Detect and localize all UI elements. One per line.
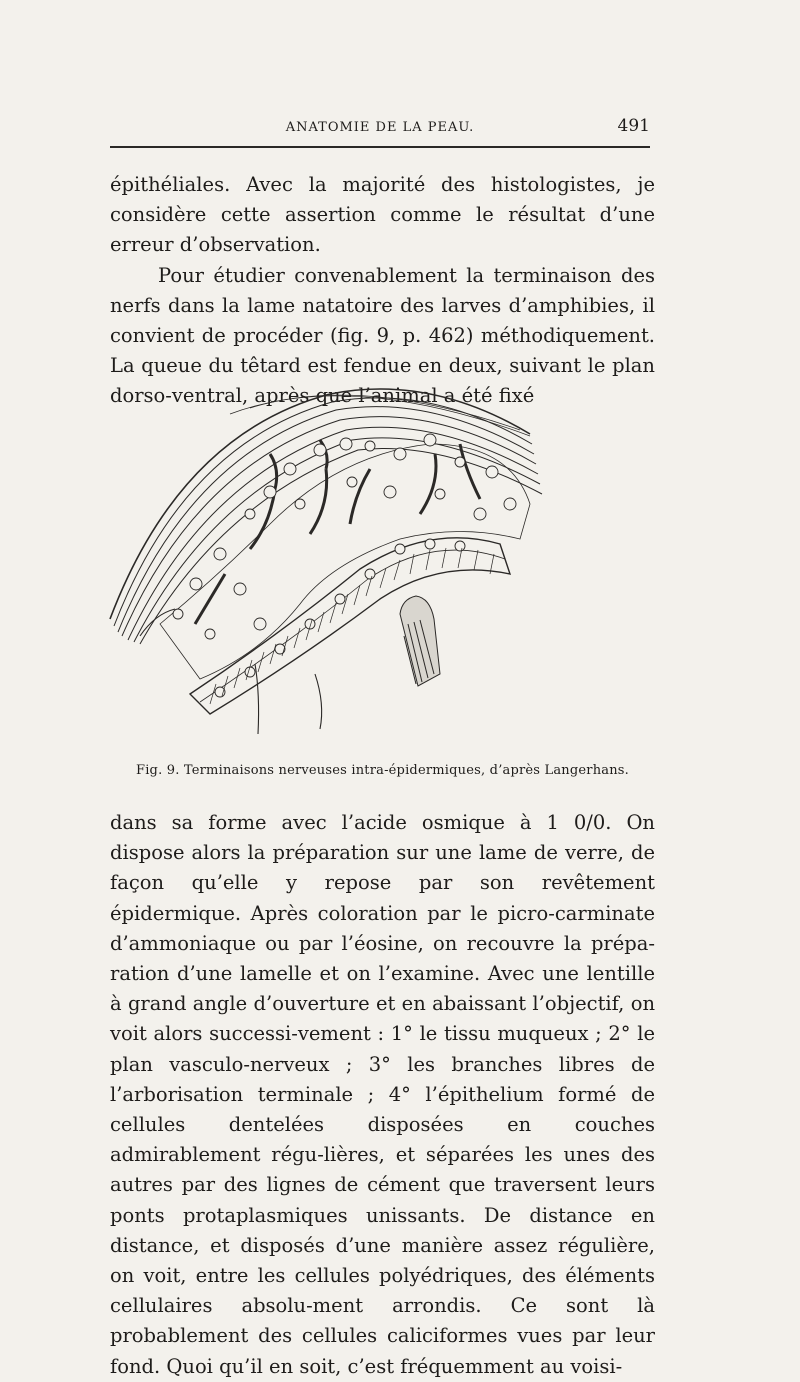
header-rule xyxy=(110,146,650,148)
method-paragraph: Pour étudier convenablement la terminaison des nerfs dans la lame natatoire des larves d’amphibies, il convient de procéder (fig. 9, p. 462) méthodiquement. La queue du têtard est fendue en deux, suivant le plan dorso-ventral, après que l’animal a été fixé xyxy=(110,263,655,408)
figure-9 xyxy=(100,374,660,744)
text-block-bottom xyxy=(110,808,655,1382)
running-head xyxy=(110,116,650,140)
histology-engraving-icon xyxy=(100,374,660,744)
running-title: ANATOMIE DE LA PEAU. xyxy=(285,120,475,135)
figure-caption: Fig. 9. Terminaisons nerveuses intra-épidermiques, d’après Langerhans. xyxy=(135,763,629,778)
page-number: 491 xyxy=(617,116,650,136)
procedure-paragraph: dans sa forme avec l’acide osmique à 1 0/0. On dispose alors la préparation sur une lame de verre, de façon qu’elle y repose par son revêtement épidermique. Après coloration par le picro-carminate d’ammoniaque ou par l’éosine, on recouvre la prépa-ration d’une lamelle et on l’examine. Avec une lentille à grand angle d’ouverture et en abaissant l’objectif, on voit alors successi-vement : 1° le tissu muqueux ; 2° le plan vasculo-nerveux ; 3° les branches libres de l’arborisation terminale ; 4° l’épithelium formé de cellules dentelées disposées en couches admirablement régu-lières, et séparées les unes des autres par des lignes de cément que traversent leurs ponts protaplasmiques unissants. De distance en distance, et disposés d’une manière assez régulière, on voit, entre les cellules polyédriques, des éléments cellulaires absolu-ment arrondis. Ce sont là probablement des cellules caliciformes vues par leur fond. Quoi qu’il en soit, c’est fréquemment au voisi- xyxy=(110,811,655,1378)
continuation-paragraph: épithéliales. Avec la majorité des histologistes, je considère cette assertion comme le résultat d’une erreur d’observation. xyxy=(110,173,655,257)
